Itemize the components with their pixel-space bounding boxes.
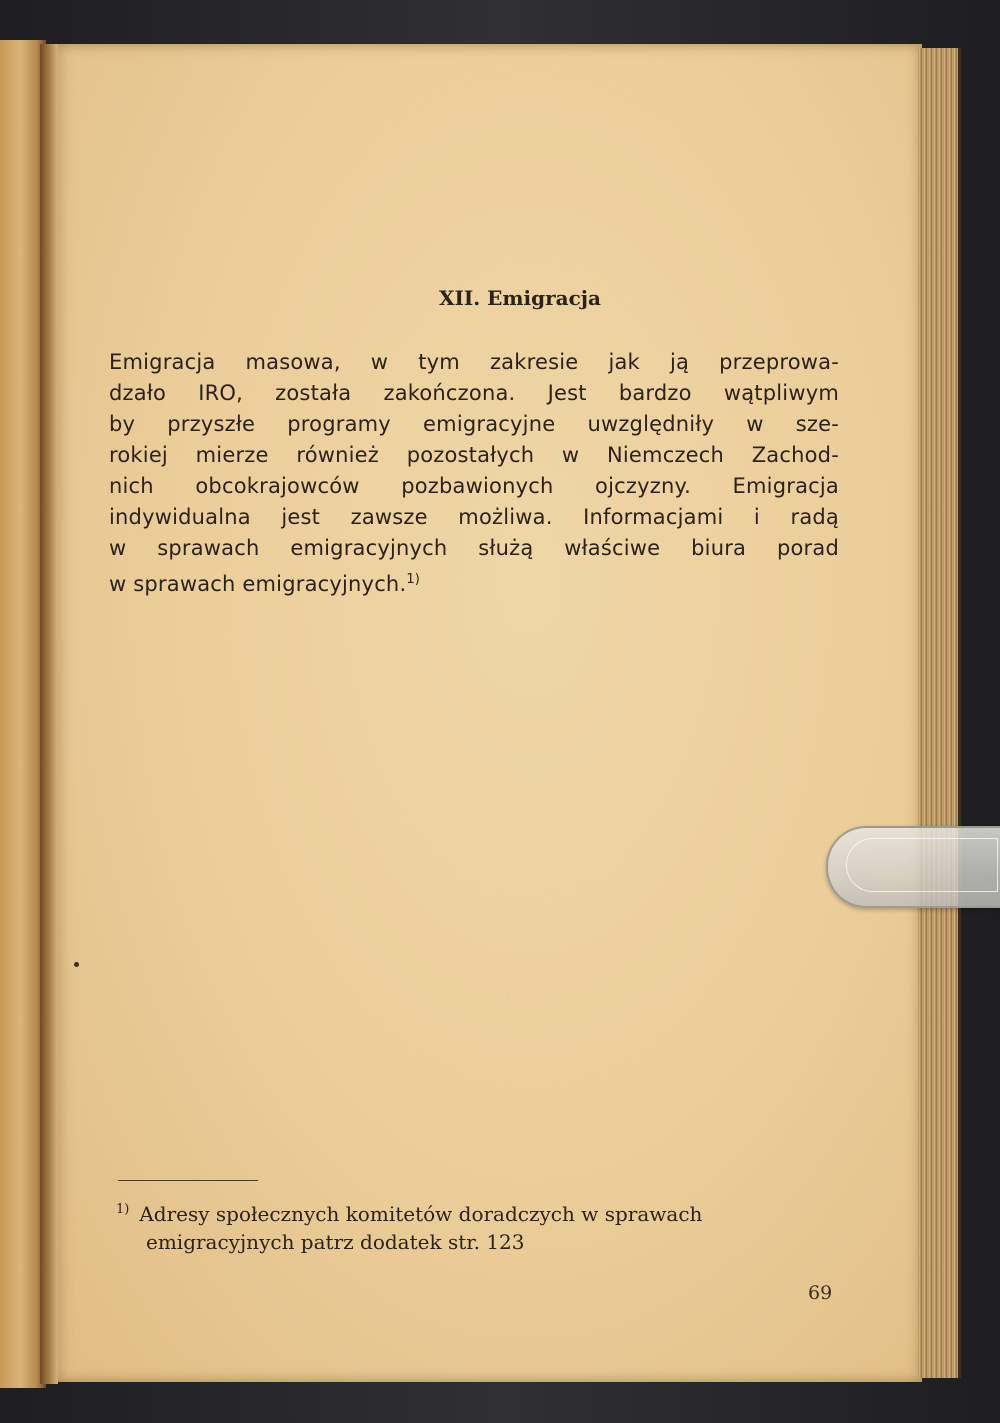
- body-line: w sprawach emigracyjnych służą właściwe biura porad: [109, 536, 839, 560]
- body-line: dzało IRO, została zakończona. Jest bardzo wątpliwym: [109, 381, 839, 405]
- book-page: [52, 44, 922, 1382]
- body-line: rokiej mierze również pozostałych w Niemczech Zachod-: [109, 443, 839, 467]
- footnote-text-2: emigracyjnych patrz dodatek str. 123: [146, 1230, 525, 1254]
- paper-speck: [74, 962, 79, 967]
- body-line: indywidualna jest zawsze możliwa. Informacjami i radą: [109, 505, 839, 529]
- page-number: 69: [808, 1282, 833, 1304]
- footnote-mark: 1): [116, 1202, 130, 1217]
- bookmark-clip: [826, 826, 1000, 908]
- body-line-text: w sprawach emigracyjnych.: [109, 572, 407, 596]
- body-line: nich obcokrajowców pozbawionych ojczyzny. Emigracja: [109, 474, 839, 498]
- page-edges: [918, 48, 961, 1378]
- bookmark-clip-inner: [846, 838, 998, 892]
- chapter-heading: XII. Emigracja: [438, 286, 601, 310]
- footnote-line-1: [116, 1196, 836, 1228]
- body-line-last: [109, 564, 839, 600]
- footnote-divider: [118, 1180, 258, 1181]
- body-line: Emigracja masowa, w tym zakresie jak ją przeprowa-: [109, 350, 839, 374]
- footnote-text-1: Adresy społecznych komitetów doradczych w sprawach: [139, 1202, 703, 1226]
- book-gutter: [40, 44, 58, 1384]
- footnote: [116, 1196, 836, 1256]
- body-paragraph: [109, 347, 839, 600]
- body-line: by przyszłe programy emigracyjne uwzględniły w sze-: [109, 412, 839, 436]
- footnote-reference: 1): [406, 572, 421, 587]
